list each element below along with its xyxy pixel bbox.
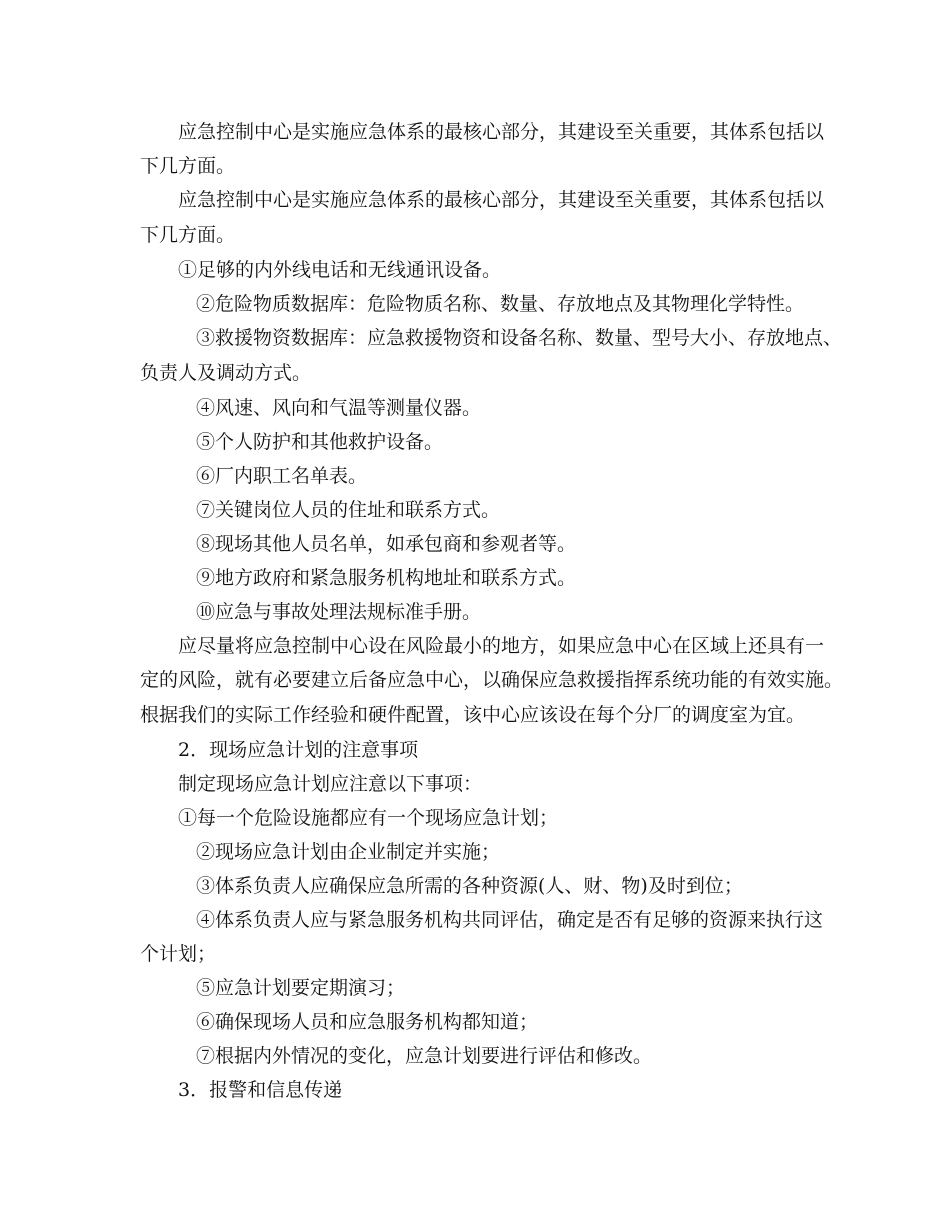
list-item: ④体系负责人应与紧急服务机构共同评估，确定是否有足够的资源来执行这: [196, 909, 824, 931]
paragraph-line: 应急控制中心是实施应急体系的最核心部分，其建设至关重要，其体系包括以: [178, 121, 825, 143]
paragraph-line: 应急控制中心是实施应急体系的最核心部分，其建设至关重要，其体系包括以: [178, 189, 825, 211]
paragraph-line: 下几方面。: [140, 224, 236, 246]
list-item: ⑤个人防护和其他救护设备。: [196, 431, 444, 453]
list-item: ②危险物质数据库：危险物质名称、数量、存放地点及其物理化学特性。: [196, 293, 805, 315]
paragraph-line: 制定现场应急计划应注意以下事项：: [178, 773, 483, 795]
list-item: ①每一个危险设施都应有一个现场应急计划；: [178, 807, 559, 829]
list-item: ⑤应急计划要定期演习；: [196, 977, 406, 999]
section-heading: 3．报警和信息传递: [178, 1079, 343, 1101]
list-item: ⑩应急与事故处理法规标准手册。: [196, 601, 482, 623]
list-item: ④风速、风向和气温等测量仪器。: [196, 397, 482, 419]
list-item: ⑥厂内职工名单表。: [196, 465, 368, 487]
paragraph-line: 根据我们的实际工作经验和硬件配置，该中心应该设在每个分厂的调度室为宜。: [140, 704, 806, 726]
list-item-continuation: 个计划；: [140, 943, 217, 965]
list-item-continuation: 负责人及调动方式。: [140, 362, 312, 384]
list-item: ⑥确保现场人员和应急服务机构都知道；: [196, 1011, 539, 1033]
list-item: ⑧现场其他人员名单，如承包商和参观者等。: [196, 533, 577, 555]
list-item: ⑦根据内外情况的变化，应急计划要进行评估和修改。: [196, 1045, 653, 1067]
list-item: ②现场应急计划由企业制定并实施；: [196, 841, 501, 863]
paragraph-line: 下几方面。: [140, 155, 236, 177]
list-item: ⑨地方政府和紧急服务机构地址和联系方式。: [196, 567, 577, 589]
list-item: ③体系负责人应确保应急所需的各种资源(人、财、物)及时到位；: [196, 875, 743, 897]
list-item: ⑦关键岗位人员的住址和联系方式。: [196, 499, 501, 521]
list-item: ③救援物资数据库：应急救援物资和设备名称、数量、型号大小、存放地点、: [196, 327, 843, 349]
section-heading: 2．现场应急计划的注意事项: [178, 739, 419, 761]
paragraph-line: 定的风险，就有必要建立后备应急中心，以确保应急救援指挥系统功能的有效实施。: [140, 669, 844, 691]
list-item: ①足够的内外线电话和无线通讯设备。: [178, 259, 502, 281]
paragraph-line: 应尽量将应急控制中心设在风险最小的地方，如果应急中心在区域上还具有一: [178, 635, 825, 657]
